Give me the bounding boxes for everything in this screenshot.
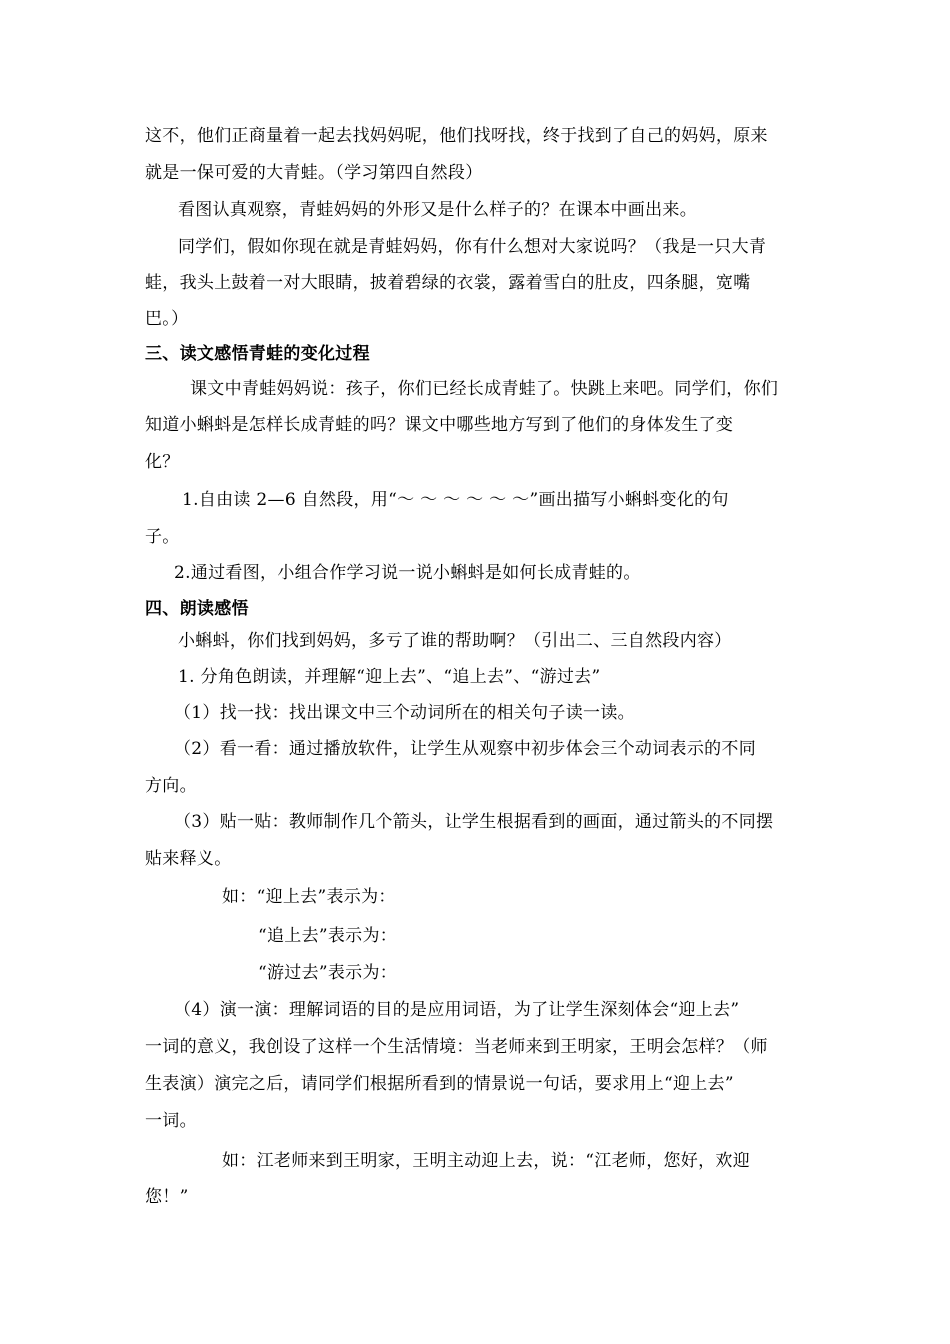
list-item: （2）看一看：通过播放软件，让学生从观察中初步体会三个动词表示的不同 (174, 739, 757, 759)
paragraph-line: 一词的意义，我创设了这样一个生活情境：当老师来到王明家，王明会怎样？（师 (145, 1037, 768, 1057)
paragraph-line: 您！” (145, 1187, 189, 1207)
list-item: 2.通过看图，小组合作学习说一说小蝌蚪是如何长成青蛙的。 (174, 563, 641, 583)
paragraph-line: 子。 (145, 527, 180, 547)
paragraph-line: 同学们，假如你现在就是青蛙妈妈，你有什么想对大家说吗？（我是一只大青 (178, 237, 767, 257)
section-heading: 三、读文感悟青蛙的变化过程 (145, 344, 370, 364)
list-item: （3）贴一贴：教师制作几个箭头，让学生根据看到的画面，通过箭头的不同摆 (174, 812, 774, 832)
paragraph-line: 小蝌蚪，你们找到妈妈，多亏了谁的帮助啊？（引出二、三自然段内容） (178, 631, 732, 651)
section-heading: 四、朗读感悟 (145, 599, 249, 619)
paragraph-line: 化？ (145, 452, 180, 472)
paragraph-line: 方向。 (145, 776, 197, 796)
example-line: “追上去”表示为： (258, 926, 398, 946)
paragraph-line: 看图认真观察，青蛙妈妈的外形又是什么样子的？在课本中画出来。 (178, 200, 697, 220)
list-item: 1.自由读 2—6 自然段，用“～ ～ ～ ～ ～ ～”画出描写小蝌蚪变化的句 (182, 490, 729, 510)
example-line: 如：江老师来到王明家，王明主动迎上去，说：“江老师，您好，欢迎 (222, 1151, 750, 1171)
list-item: （1）找一找：找出课文中三个动词所在的相关句子读一读。 (174, 703, 635, 723)
paragraph-line: 巴。） (145, 309, 189, 329)
paragraph-line: 知道小蝌蚪是怎样长成青蛙的吗？课文中哪些地方写到了他们的身体发生了变 (145, 415, 734, 435)
paragraph-line: 蛙，我头上鼓着一对大眼睛，披着碧绿的衣裳，露着雪白的肚皮，四条腿，宽嘴 (145, 273, 751, 293)
paragraph-line: 课文中青蛙妈妈说：孩子，你们已经长成青蛙了。快跳上来吧。同学们，你们 (190, 379, 779, 399)
list-item: 1. 分角色朗读，并理解“迎上去”、“追上去”、“游过去” (178, 667, 601, 687)
example-line: “游过去”表示为： (258, 963, 398, 983)
paragraph-line: 贴来释义。 (145, 849, 232, 869)
list-item: （4）演一演：理解词语的目的是应用词语，为了让学生深刻体会“迎上去” (174, 1000, 740, 1020)
paragraph-line: 这不，他们正商量着一起去找妈妈呢，他们找呀找，终于找到了自己的妈妈，原来 (145, 126, 768, 146)
paragraph-line: 一词。 (145, 1111, 197, 1131)
paragraph-line: 就是一保可爱的大青蛙。（学习第四自然段） (145, 163, 483, 183)
paragraph-line: 生表演）演完之后，请同学们根据所看到的情景说一句话，要求用上“迎上去” (145, 1074, 734, 1094)
example-line: 如：“迎上去”表示为： (222, 887, 396, 907)
